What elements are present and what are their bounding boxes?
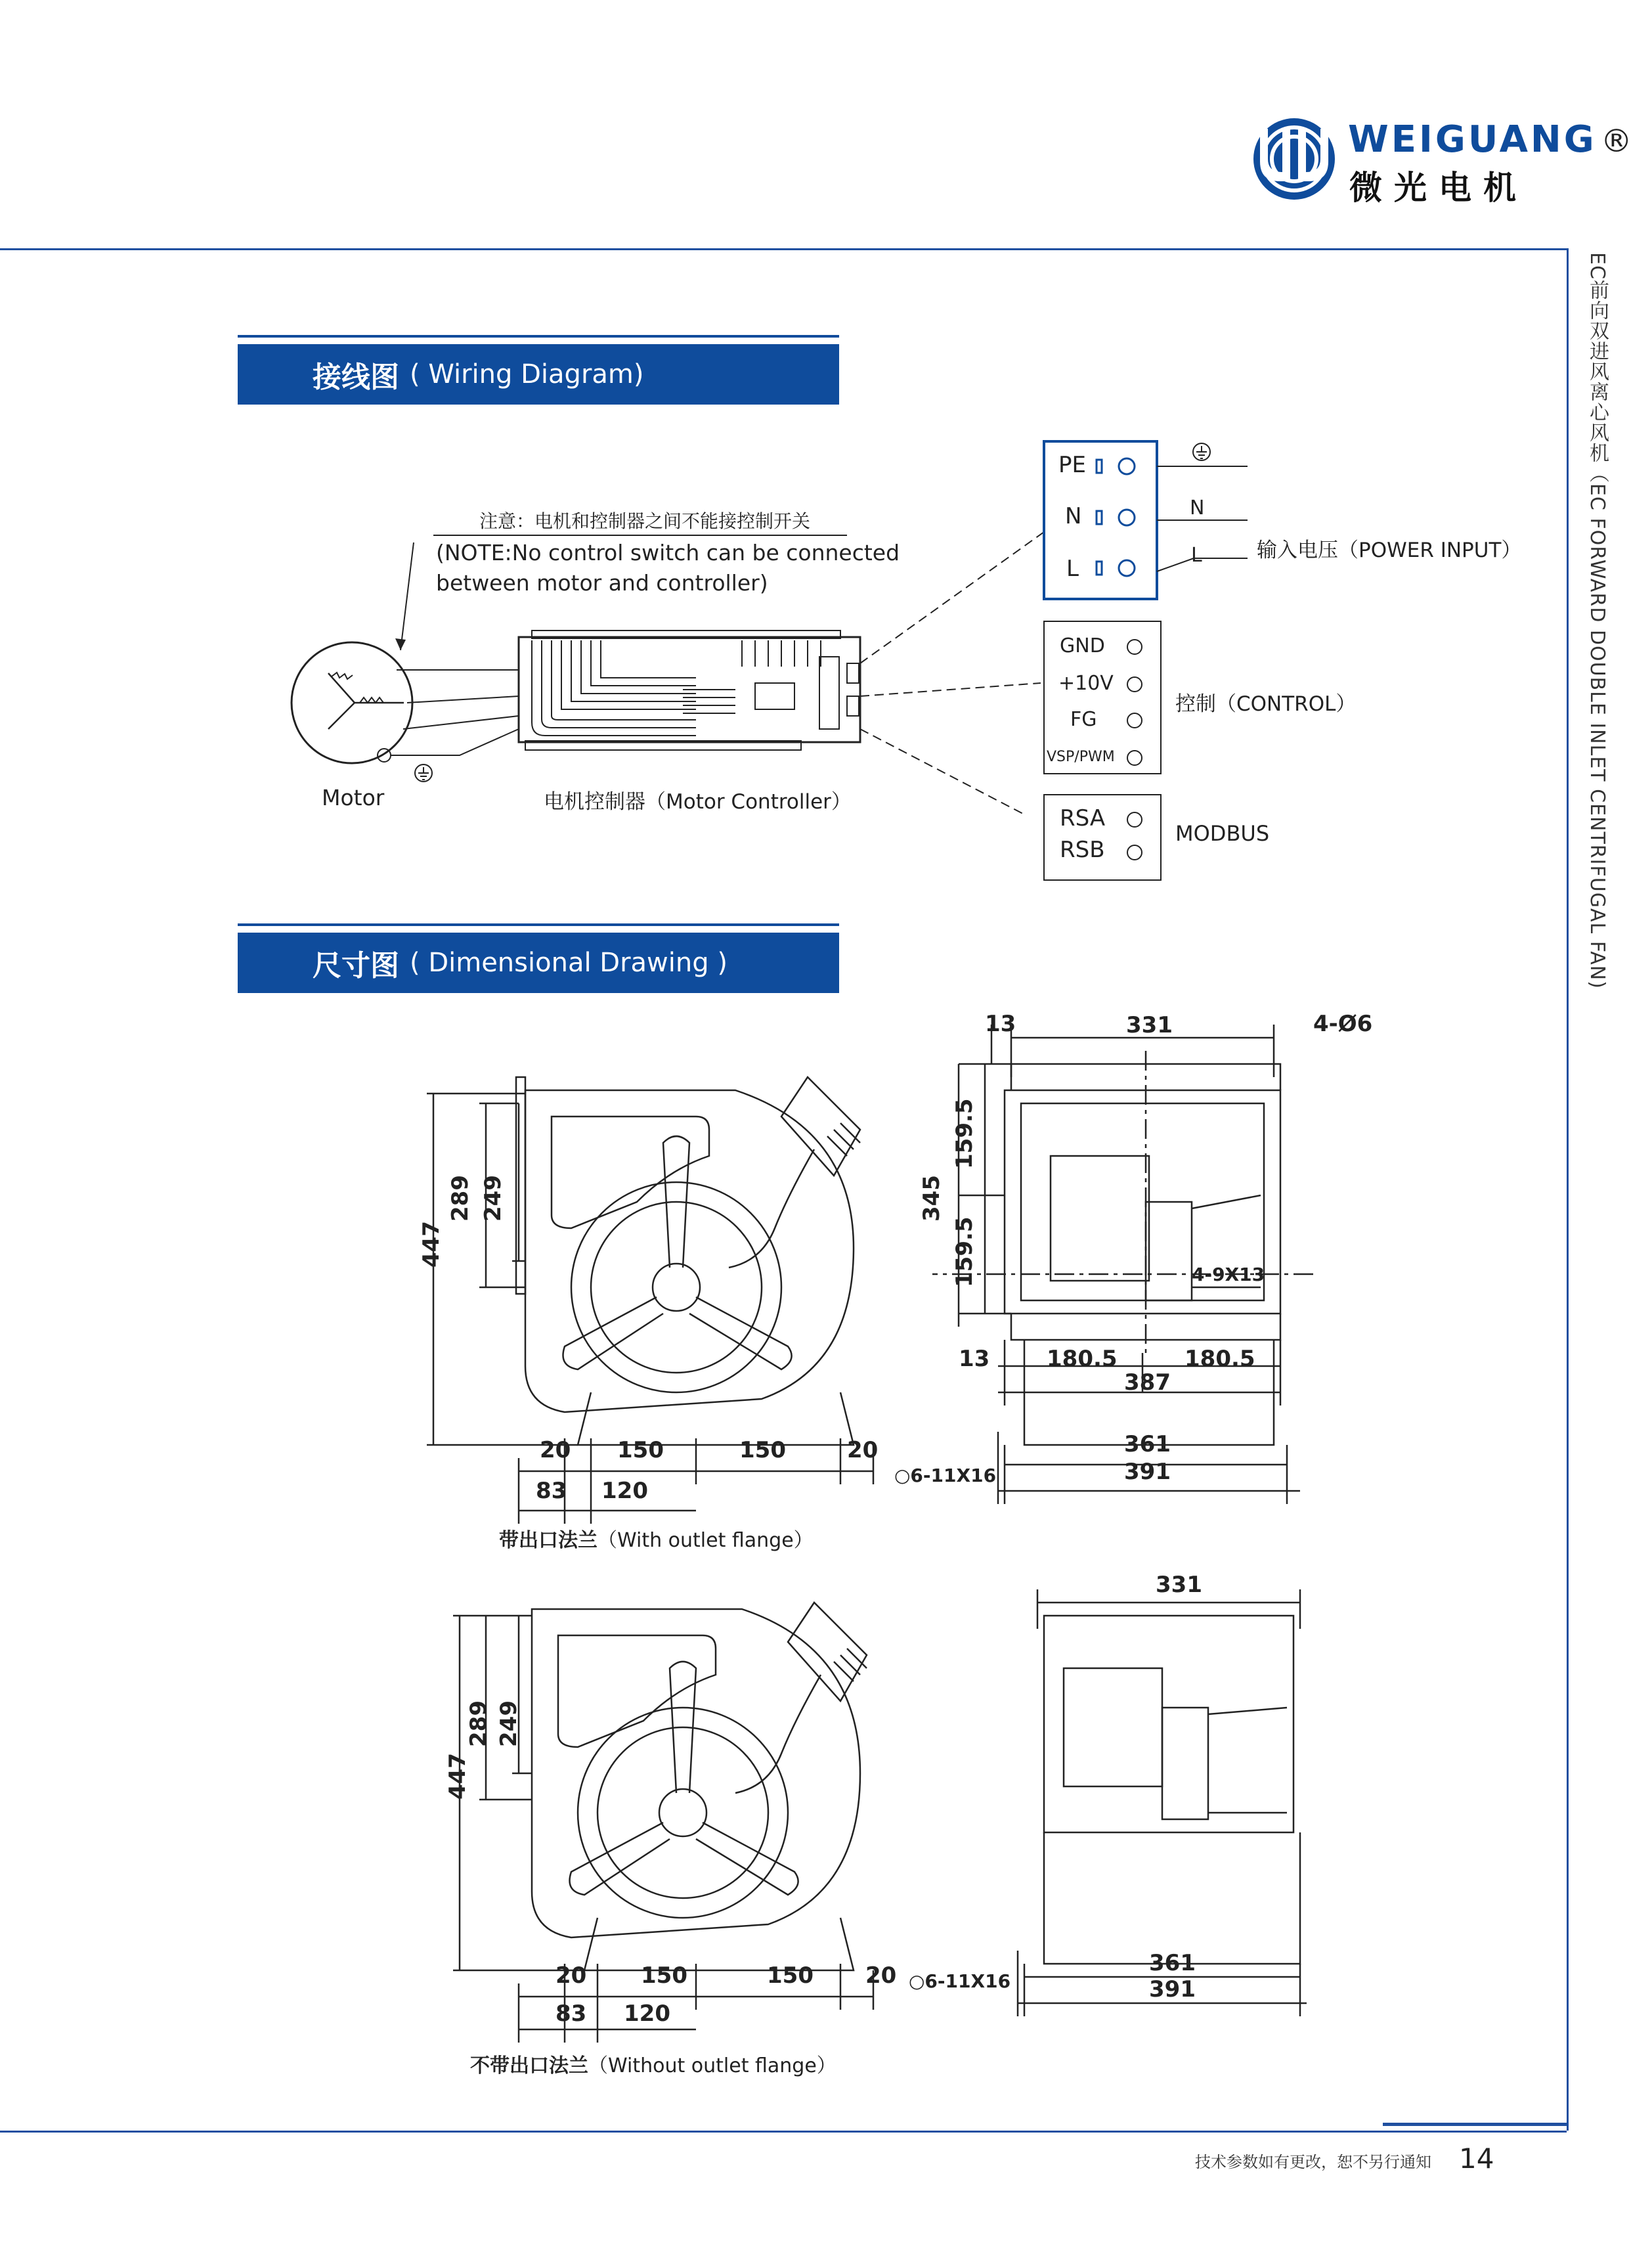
dim-249: 249 (480, 1175, 506, 1222)
dim-150-b: 150 (739, 1437, 786, 1463)
terminal-fg: FG (1070, 708, 1097, 731)
motor-label: Motor (322, 785, 385, 810)
section-title-cn: 尺寸图 (313, 949, 399, 983)
fan-front-view-without-flange (893, 1563, 1339, 2036)
section-header-wiring (238, 344, 839, 405)
controller-label: 电机控制器（Motor Controller） (544, 790, 852, 814)
dim-289-b: 289 (466, 1700, 492, 1747)
section-header-dimensional (238, 933, 839, 993)
wiring-note-en-1: (NOTE:No control switch can be connected (436, 540, 900, 565)
dim-120: 120 (601, 1478, 648, 1504)
frame-bottom-accent (1383, 2123, 1567, 2126)
fan-front-view-with-flange (893, 1011, 1373, 1524)
dim-391-b: 391 (1149, 1976, 1196, 2003)
footer-note: 技术参数如有更改，恕不另行通知 (1195, 2153, 1431, 2171)
caption-with-flange: 带出口法兰（With outlet flange） (499, 1529, 814, 1552)
dim-391: 391 (1124, 1459, 1171, 1485)
dim-20-b: 20 (847, 1437, 879, 1463)
dim-base-holes: ○6-11X16 (894, 1465, 997, 1486)
terminal-rsa: RSA (1060, 805, 1106, 831)
dim-base-holes-b: ○6-11X16 (909, 1970, 1011, 1992)
dim-150-a: 150 (617, 1437, 664, 1463)
dim-13-top: 13 (985, 1011, 1016, 1037)
brand-logo (1251, 116, 1635, 208)
dim-387: 387 (1124, 1369, 1171, 1396)
dim-slot: 4-9X13 (1192, 1264, 1265, 1285)
dim-249-b: 249 (496, 1700, 522, 1747)
section-title-en: ( Dimensional Drawing ) (410, 948, 728, 978)
dim-331-b: 331 (1156, 1572, 1202, 1598)
logo-mark-icon (1251, 116, 1337, 202)
side-title: EC前向双进风离心风机（EC FORWARD DOUBLE INLET CENTRIFUGAL FAN) (1586, 252, 1609, 989)
section-title-en: ( Wiring Diagram) (410, 359, 644, 389)
dim-289: 289 (447, 1175, 473, 1222)
section-title-cn: 接线图 (313, 361, 399, 394)
dim-447-b: 447 (445, 1753, 471, 1800)
ground-icon (415, 764, 432, 782)
dim-83-b: 83 (555, 2001, 587, 2027)
motor-controller-drawing (519, 631, 860, 750)
dim-holes: 4-Ø6 (1313, 1011, 1373, 1037)
wiring-note-en-2: between motor and controller) (436, 570, 768, 596)
frame-right-rule (1567, 248, 1569, 2131)
dim-150-c: 150 (641, 1962, 687, 1989)
dim-20-a: 20 (540, 1437, 571, 1463)
terminal-10v: +10V (1058, 672, 1114, 695)
brand-name-cn: 微光电机 (1349, 169, 1528, 207)
dim-150-d: 150 (767, 1962, 814, 1989)
dim-361: 361 (1124, 1431, 1171, 1457)
page-number: 14 (1459, 2142, 1494, 2175)
terminal-rsb: RSB (1060, 837, 1105, 863)
control-label: 控制（CONTROL） (1175, 692, 1357, 716)
wiring-note-cn: 注意：电机和控制器之间不能接控制开关 (479, 510, 811, 532)
dim-345: 345 (919, 1175, 945, 1222)
dim-331: 331 (1126, 1012, 1173, 1038)
terminal-pe: PE (1058, 452, 1086, 478)
power-line-l: L (1191, 544, 1202, 567)
modbus-label: MODBUS (1175, 821, 1270, 846)
power-line-n: N (1190, 497, 1205, 520)
frame-bottom-rule (0, 2131, 1567, 2133)
dim-447: 447 (418, 1221, 445, 1268)
dim-13-bottom: 13 (959, 1346, 990, 1372)
registered-mark: ® (1600, 123, 1635, 160)
dim-20-d: 20 (865, 1962, 897, 1989)
dim-180-5-b: 180.5 (1185, 1346, 1255, 1372)
terminal-n: N (1065, 503, 1082, 529)
caption-without-flange: 不带出口法兰（Without outlet flange） (470, 2054, 837, 2077)
brand-name: WEIGUANG ® (1348, 118, 1635, 161)
terminal-l: L (1066, 556, 1079, 582)
dim-180-5-a: 180.5 (1047, 1346, 1118, 1372)
dim-159-5-a: 159.5 (951, 1098, 978, 1169)
frame-top-rule (0, 248, 1567, 250)
power-input-label: 输入电压（POWER INPUT） (1257, 539, 1522, 562)
dim-83: 83 (536, 1478, 567, 1504)
terminal-gnd: GND (1060, 634, 1105, 657)
dim-361-b: 361 (1149, 1950, 1196, 1976)
terminal-vsp: VSP/PWM (1047, 749, 1115, 765)
dim-159-5-b: 159.5 (951, 1216, 978, 1287)
dim-120-b: 120 (624, 2001, 670, 2027)
dim-20-c: 20 (555, 1962, 587, 1989)
wiring-diagram (0, 420, 1563, 893)
earth-icon (1193, 443, 1210, 460)
